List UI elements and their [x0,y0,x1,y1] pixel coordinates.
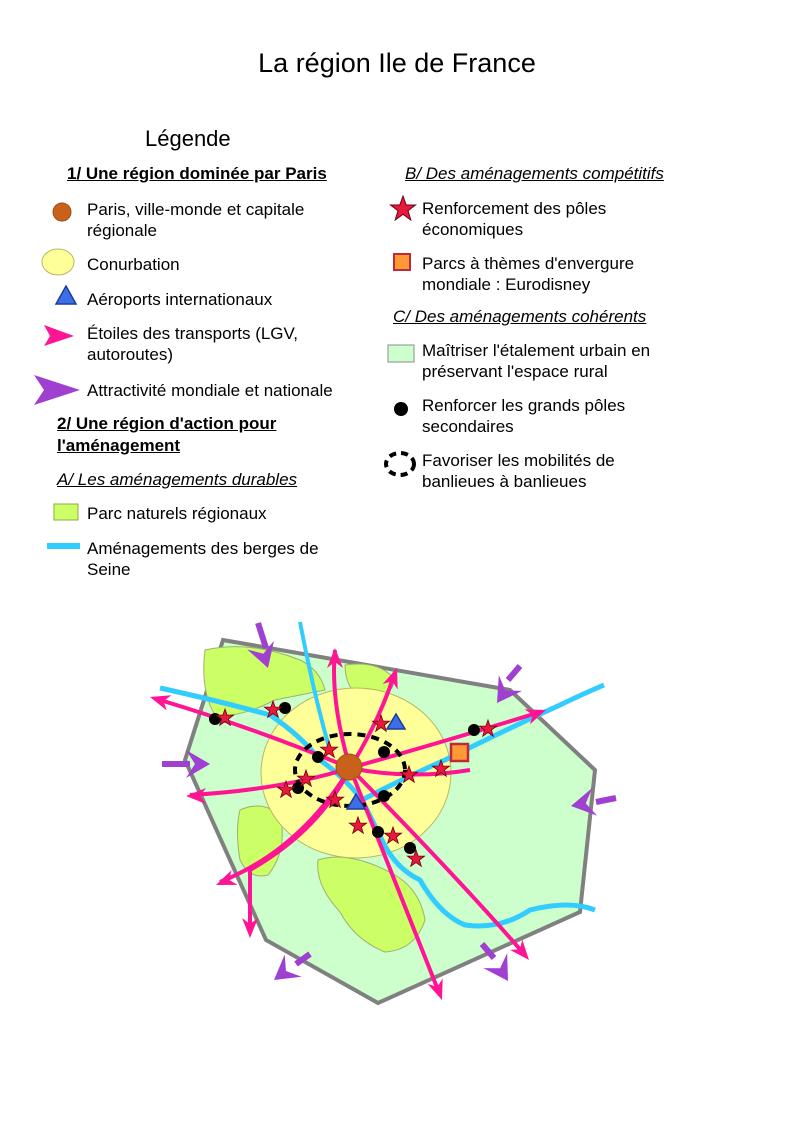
paris-capital [336,754,362,780]
attractivity-arrow-icon [32,373,82,407]
rural-space-square-icon [387,344,415,364]
legend-title: Légende [145,126,231,151]
conurbation-ellipse-icon [41,248,77,278]
subsection-b-heading: B/ Des aménagements compétitifs [405,164,664,183]
section2-heading: 2/ Une région d'action pour l'aménagement [57,414,277,455]
capital-circle-icon [51,201,73,223]
legend-item-capital: Paris, ville-monde et capitale régionale [87,200,305,240]
legend-item-regional-park: Parc naturels régionaux [87,504,267,523]
theme-park-eurodisney [451,744,468,761]
regional-park-square-icon [53,503,79,521]
seine-line-icon [47,540,81,552]
legend-item-attractivity: Attractivité mondiale et nationale [87,381,333,400]
subsection-a-heading: A/ Les aménagements durables [57,470,298,489]
legend-item-transport: Étoiles des transports (LGV, autoroutes) [87,324,299,364]
legend-item-airport: Aéroports internationaux [87,290,273,309]
secondary-pole-dot-icon [391,399,411,419]
legend-item-secondary-pole: Renforcer les grands pôles secondaires [422,396,626,436]
ile-de-france-map [0,600,794,1030]
legend-item-economic-pole: Renforcement des pôles économiques [422,199,607,239]
legend-item-rural-space: Maîtriser l'étalement urbain en préservant l'espace rural [422,341,651,381]
subsection-c-heading: C/ Des aménagements cohérents [393,307,647,326]
legend-item-suburban-mobility: Favoriser les mobilités de banlieues à banlieues [422,451,615,491]
legend-item-seine: Aménagements des berges de Seine [87,539,319,579]
economic-pole-star-icon [389,195,417,223]
airport-triangle-icon [54,284,78,306]
legend-item-conurbation: Conurbation [87,255,180,274]
section1-heading: 1/ Une région dominée par Paris [67,164,327,183]
page-title: La région Ile de France [258,48,536,78]
suburban-mobility-dashed-circle-icon [383,450,417,478]
legend-item-theme-park: Parcs à thèmes d'envergure mondiale : Eurodisney [422,254,635,294]
transport-arrow-icon [40,322,76,348]
theme-park-square-icon [392,252,412,272]
